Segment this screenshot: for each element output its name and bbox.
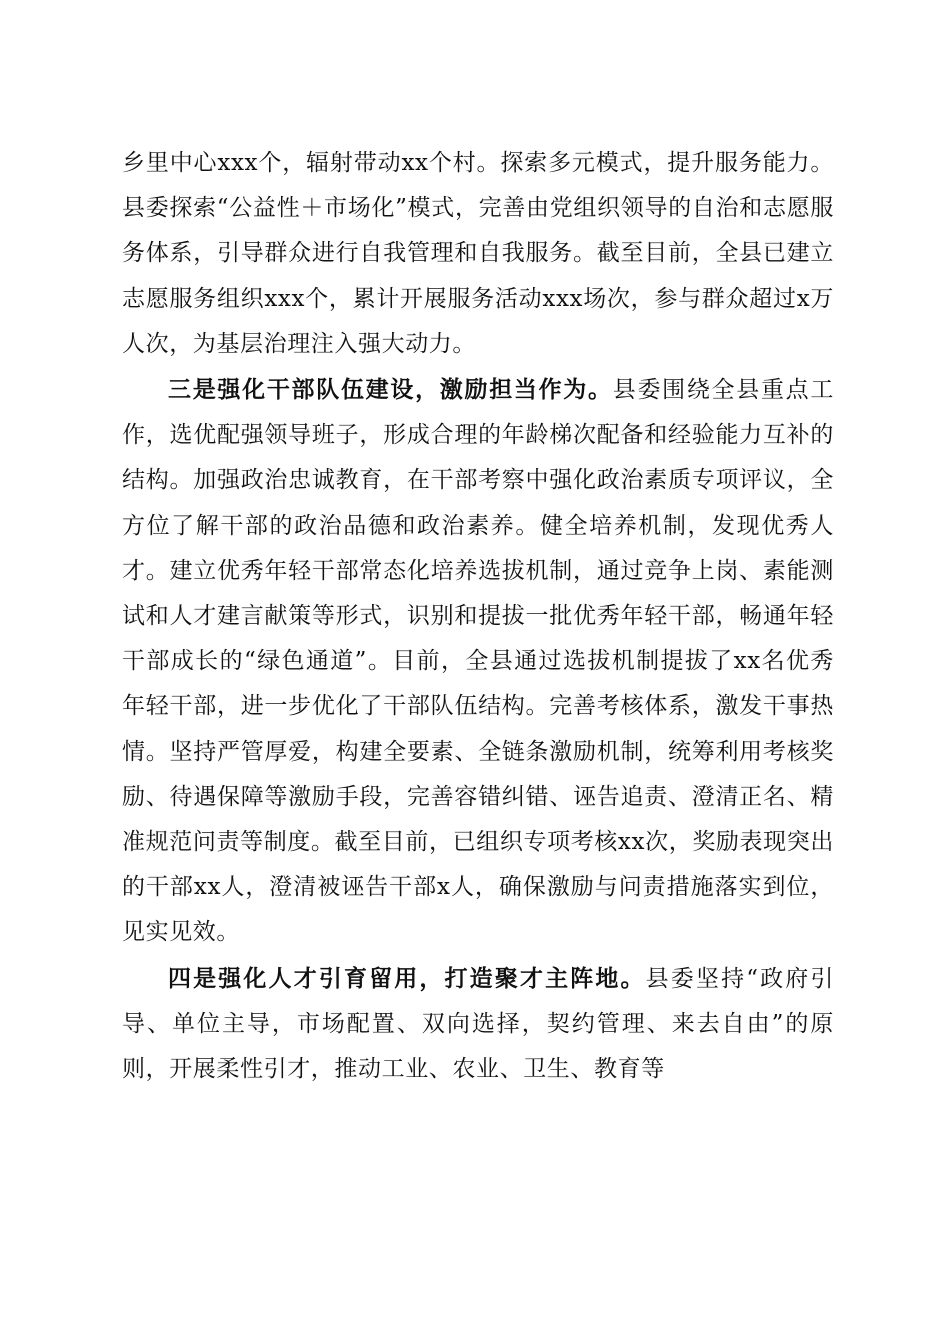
paragraph-text: 县委坚持“政府引导、单位主导，市场配置、双向选择，契约管理、来去自由”的原则，开展柔性引才，推动工业、农业、卫生、教育等 [122,965,834,1083]
paragraph-continuation [122,141,834,367]
document-body [122,141,834,1092]
paragraph-lead: 三是强化干部队伍建设，激励担当作为。 [168,376,613,404]
paragraph-cadre-team [122,367,834,956]
paragraph-text: 县委围绕全县重点工作，选优配强领导班子，形成合理的年龄梯次配备和经验能力互补的结构。加强政治忠诚教育，在干部考察中强化政治素质专项评议，全方位了解干部的政治品德和政治素养。健全培养机制，发现优秀人才。建立优秀年轻干部常态化培养选拔机制，通过竞争上岗、素能测试和人才建言献策等形式，识别和提拔一批优秀年轻干部，畅通年轻干部成长的“绿色通道”。目前，全县通过选拔机制提拔了xx名优秀年轻干部，进一步优化了干部队伍结构。完善考核体系，激发干事热情。坚持严管厚爱，构建全要素、全链条激励机制，统筹利用考核奖励、待遇保障等激励手段，完善容错纠错、诬告追责、澄清正名、精准规范问责等制度。截至目前，已组织专项考核xx次，奖励表现突出的干部xx人，澄清被诬告干部x人，确保激励与问责措施落实到位，见实见效。 [122,377,834,946]
paragraph-text: 乡里中心xxx个，辐射带动xx个村。探索多元模式，提升服务能力。县委探索“公益性＋市场化”模式，完善由党组织领导的自治和志愿服务体系，引导群众进行自我管理和自我服务。截至目前，全县已建立志愿服务组织xxx个，累计开展服务活动xxx场次，参与群众超过x万人次，为基层治理注入强大动力。 [122,150,834,357]
paragraph-lead: 四是强化人才引育留用，打造聚才主阵地。 [168,964,646,992]
paragraph-talent [122,956,834,1093]
